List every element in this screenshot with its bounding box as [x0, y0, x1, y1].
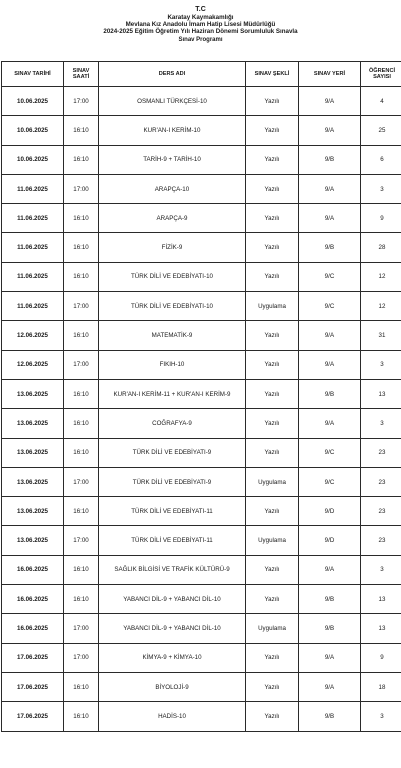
exam-room-cell: 9/B [299, 614, 361, 643]
course-name-cell: ARAPÇA-9 [99, 204, 246, 233]
table-row [2, 614, 401, 643]
exam-date-cell: 10.06.2025 [2, 116, 64, 145]
student-count-cell: 3 [361, 350, 401, 379]
exam-room-cell: 9/B [299, 233, 361, 262]
student-count-cell: 23 [361, 526, 401, 555]
table-row [2, 526, 401, 555]
student-count-cell: 13 [361, 379, 401, 408]
table-body [2, 87, 401, 732]
exam-time-cell: 16:10 [64, 672, 99, 701]
exam-date-cell: 13.06.2025 [2, 379, 64, 408]
table-row [2, 292, 401, 321]
exam-room-cell: 9/A [299, 204, 361, 233]
course-name-cell: YABANCI DİL-9 + YABANCI DİL-10 [99, 585, 246, 614]
course-name-cell: MATEMATİK-9 [99, 321, 246, 350]
course-name-cell: FIKIH-10 [99, 350, 246, 379]
course-name-cell: KUR'AN-I KERİM-10 [99, 116, 246, 145]
header-sinav-yeri: SINAV YERİ [299, 62, 361, 87]
exam-date-cell: 17.06.2025 [2, 702, 64, 731]
table-row [2, 174, 401, 203]
exam-type-cell: Yazılı [246, 643, 299, 672]
student-count-cell: 25 [361, 116, 401, 145]
exam-room-cell: 9/A [299, 555, 361, 584]
exam-room-cell: 9/A [299, 116, 361, 145]
exam-room-cell: 9/A [299, 409, 361, 438]
table-row [2, 321, 401, 350]
exam-room-cell: 9/D [299, 526, 361, 555]
student-count-cell: 23 [361, 467, 401, 496]
exam-room-cell: 9/B [299, 702, 361, 731]
exam-room-cell: 9/A [299, 350, 361, 379]
exam-time-cell: 16:10 [64, 555, 99, 584]
course-name-cell: COĞRAFYA-9 [99, 409, 246, 438]
table-row [2, 262, 401, 291]
exam-type-cell: Yazılı [246, 145, 299, 174]
exam-time-cell: 17:00 [64, 350, 99, 379]
course-name-cell: KİMYA-9 + KİMYA-10 [99, 643, 246, 672]
exam-time-cell: 16:10 [64, 702, 99, 731]
exam-date-cell: 11.06.2025 [2, 233, 64, 262]
student-count-cell: 31 [361, 321, 401, 350]
exam-time-cell: 16:10 [64, 262, 99, 291]
exam-time-cell: 16:10 [64, 116, 99, 145]
student-count-cell: 12 [361, 262, 401, 291]
table-row [2, 555, 401, 584]
table-row [2, 145, 401, 174]
exam-room-cell: 9/A [299, 174, 361, 203]
exam-time-cell: 17:00 [64, 292, 99, 321]
table-header-row [2, 62, 401, 87]
exam-type-cell: Yazılı [246, 116, 299, 145]
exam-time-cell: 16:10 [64, 497, 99, 526]
course-name-cell: TÜRK DİLİ VE EDEBİYATI-10 [99, 292, 246, 321]
exam-room-cell: 9/B [299, 379, 361, 408]
exam-time-cell: 17:00 [64, 87, 99, 116]
exam-date-cell: 13.06.2025 [2, 497, 64, 526]
table-row [2, 350, 401, 379]
table-row [2, 204, 401, 233]
exam-room-cell: 9/C [299, 438, 361, 467]
exam-room-cell: 9/A [299, 643, 361, 672]
exam-date-cell: 13.06.2025 [2, 467, 64, 496]
exam-date-cell: 13.06.2025 [2, 438, 64, 467]
header-line-tc: T.C [195, 6, 206, 13]
exam-type-cell: Yazılı [246, 233, 299, 262]
exam-room-cell: 9/A [299, 321, 361, 350]
exam-type-cell: Yazılı [246, 379, 299, 408]
exam-time-cell: 16:10 [64, 233, 99, 262]
course-name-cell: TÜRK DİLİ VE EDEBİYATI-9 [99, 438, 246, 467]
exam-date-cell: 12.06.2025 [2, 350, 64, 379]
course-name-cell: YABANCI DİL-9 + YABANCI DİL-10 [99, 614, 246, 643]
exam-time-cell: 16:10 [64, 321, 99, 350]
student-count-cell: 12 [361, 292, 401, 321]
exam-time-cell: 17:00 [64, 526, 99, 555]
course-name-cell: HADİS-10 [99, 702, 246, 731]
exam-time-cell: 16:10 [64, 379, 99, 408]
exam-type-cell: Yazılı [246, 585, 299, 614]
exam-date-cell: 13.06.2025 [2, 526, 64, 555]
document-header [0, 6, 401, 43]
exam-date-cell: 17.06.2025 [2, 643, 64, 672]
exam-time-cell: 17:00 [64, 614, 99, 643]
exam-type-cell: Yazılı [246, 262, 299, 291]
exam-time-cell: 17:00 [64, 643, 99, 672]
exam-date-cell: 16.06.2025 [2, 614, 64, 643]
course-name-cell: FİZİK-9 [99, 233, 246, 262]
table-row [2, 438, 401, 467]
student-count-cell: 3 [361, 702, 401, 731]
header-line-school: Mevlana Kız Anadolu İmam Hatip Lisesi Müdürlüğü [125, 21, 276, 29]
exam-type-cell: Yazılı [246, 672, 299, 701]
table-row [2, 409, 401, 438]
student-count-cell: 28 [361, 233, 401, 262]
exam-room-cell: 9/A [299, 87, 361, 116]
table-row [2, 87, 401, 116]
student-count-cell: 23 [361, 497, 401, 526]
exam-type-cell: Yazılı [246, 350, 299, 379]
header-ogrenci-sayisi: ÖĞRENCİ SAYISI [361, 62, 401, 87]
exam-date-cell: 11.06.2025 [2, 204, 64, 233]
exam-room-cell: 9/D [299, 497, 361, 526]
header-line-period: 2024-2025 Eğitim Öğretim Yılı Haziran Dönemi Sorumluluk Sınavla [103, 28, 298, 36]
header-sinav-sekli: SINAV ŞEKLİ [246, 62, 299, 87]
exam-time-cell: 16:10 [64, 585, 99, 614]
exam-type-cell: Yazılı [246, 409, 299, 438]
exam-date-cell: 11.06.2025 [2, 292, 64, 321]
exam-date-cell: 16.06.2025 [2, 585, 64, 614]
exam-date-cell: 11.06.2025 [2, 174, 64, 203]
student-count-cell: 9 [361, 643, 401, 672]
table-row [2, 233, 401, 262]
course-name-cell: TARİH-9 + TARİH-10 [99, 145, 246, 174]
student-count-cell: 9 [361, 204, 401, 233]
course-name-cell: ARAPÇA-10 [99, 174, 246, 203]
student-count-cell: 6 [361, 145, 401, 174]
table-row [2, 467, 401, 496]
course-name-cell: TÜRK DİLİ VE EDEBİYATI-11 [99, 526, 246, 555]
header-line-district: Karatay Kaymakamlığı [167, 14, 234, 21]
exam-date-cell: 12.06.2025 [2, 321, 64, 350]
exam-schedule-table [1, 61, 401, 732]
exam-type-cell: Uygulama [246, 526, 299, 555]
exam-room-cell: 9/B [299, 585, 361, 614]
table-row [2, 672, 401, 701]
exam-type-cell: Yazılı [246, 204, 299, 233]
course-name-cell: TÜRK DİLİ VE EDEBİYATI-11 [99, 497, 246, 526]
exam-time-cell: 16:10 [64, 204, 99, 233]
header-sinav-tarihi: SINAV TARİHİ [2, 62, 64, 87]
exam-type-cell: Yazılı [246, 497, 299, 526]
exam-type-cell: Uygulama [246, 292, 299, 321]
table-row [2, 702, 401, 731]
exam-date-cell: 11.06.2025 [2, 262, 64, 291]
exam-type-cell: Yazılı [246, 438, 299, 467]
exam-type-cell: Yazılı [246, 321, 299, 350]
table-row [2, 379, 401, 408]
student-count-cell: 18 [361, 672, 401, 701]
exam-time-cell: 16:10 [64, 438, 99, 467]
course-name-cell: KUR'AN-I KERİM-11 + KUR'AN-I KERİM-9 [99, 379, 246, 408]
exam-date-cell: 10.06.2025 [2, 145, 64, 174]
table-row [2, 116, 401, 145]
exam-room-cell: 9/A [299, 672, 361, 701]
exam-time-cell: 16:10 [64, 409, 99, 438]
student-count-cell: 3 [361, 555, 401, 584]
table-row [2, 643, 401, 672]
exam-date-cell: 17.06.2025 [2, 672, 64, 701]
exam-type-cell: Uygulama [246, 614, 299, 643]
exam-type-cell: Uygulama [246, 467, 299, 496]
table-row [2, 497, 401, 526]
header-ders-adi: DERS ADI [99, 62, 246, 87]
course-name-cell: OSMANLI TÜRKÇESİ-10 [99, 87, 246, 116]
student-count-cell: 3 [361, 409, 401, 438]
exam-room-cell: 9/C [299, 262, 361, 291]
header-sinav-saati: SINAV SAATİ [64, 62, 99, 87]
course-name-cell: TÜRK DİLİ VE EDEBİYATI-9 [99, 467, 246, 496]
exam-type-cell: Yazılı [246, 174, 299, 203]
student-count-cell: 23 [361, 438, 401, 467]
header-line-program: Sınav Programı [178, 36, 223, 43]
exam-date-cell: 10.06.2025 [2, 87, 64, 116]
course-name-cell: BİYOLOJİ-9 [99, 672, 246, 701]
exam-date-cell: 16.06.2025 [2, 555, 64, 584]
exam-room-cell: 9/B [299, 145, 361, 174]
table-row [2, 585, 401, 614]
exam-time-cell: 17:00 [64, 467, 99, 496]
student-count-cell: 4 [361, 87, 401, 116]
student-count-cell: 3 [361, 174, 401, 203]
student-count-cell: 13 [361, 614, 401, 643]
exam-type-cell: Yazılı [246, 555, 299, 584]
exam-time-cell: 16:10 [64, 145, 99, 174]
course-name-cell: TÜRK DİLİ VE EDEBİYATI-10 [99, 262, 246, 291]
exam-time-cell: 17:00 [64, 174, 99, 203]
exam-room-cell: 9/C [299, 292, 361, 321]
exam-room-cell: 9/C [299, 467, 361, 496]
exam-type-cell: Yazılı [246, 702, 299, 731]
exam-type-cell: Yazılı [246, 87, 299, 116]
course-name-cell: SAĞLIK BİLGİSİ VE TRAFİK KÜLTÜRÜ-9 [99, 555, 246, 584]
exam-date-cell: 13.06.2025 [2, 409, 64, 438]
student-count-cell: 13 [361, 585, 401, 614]
